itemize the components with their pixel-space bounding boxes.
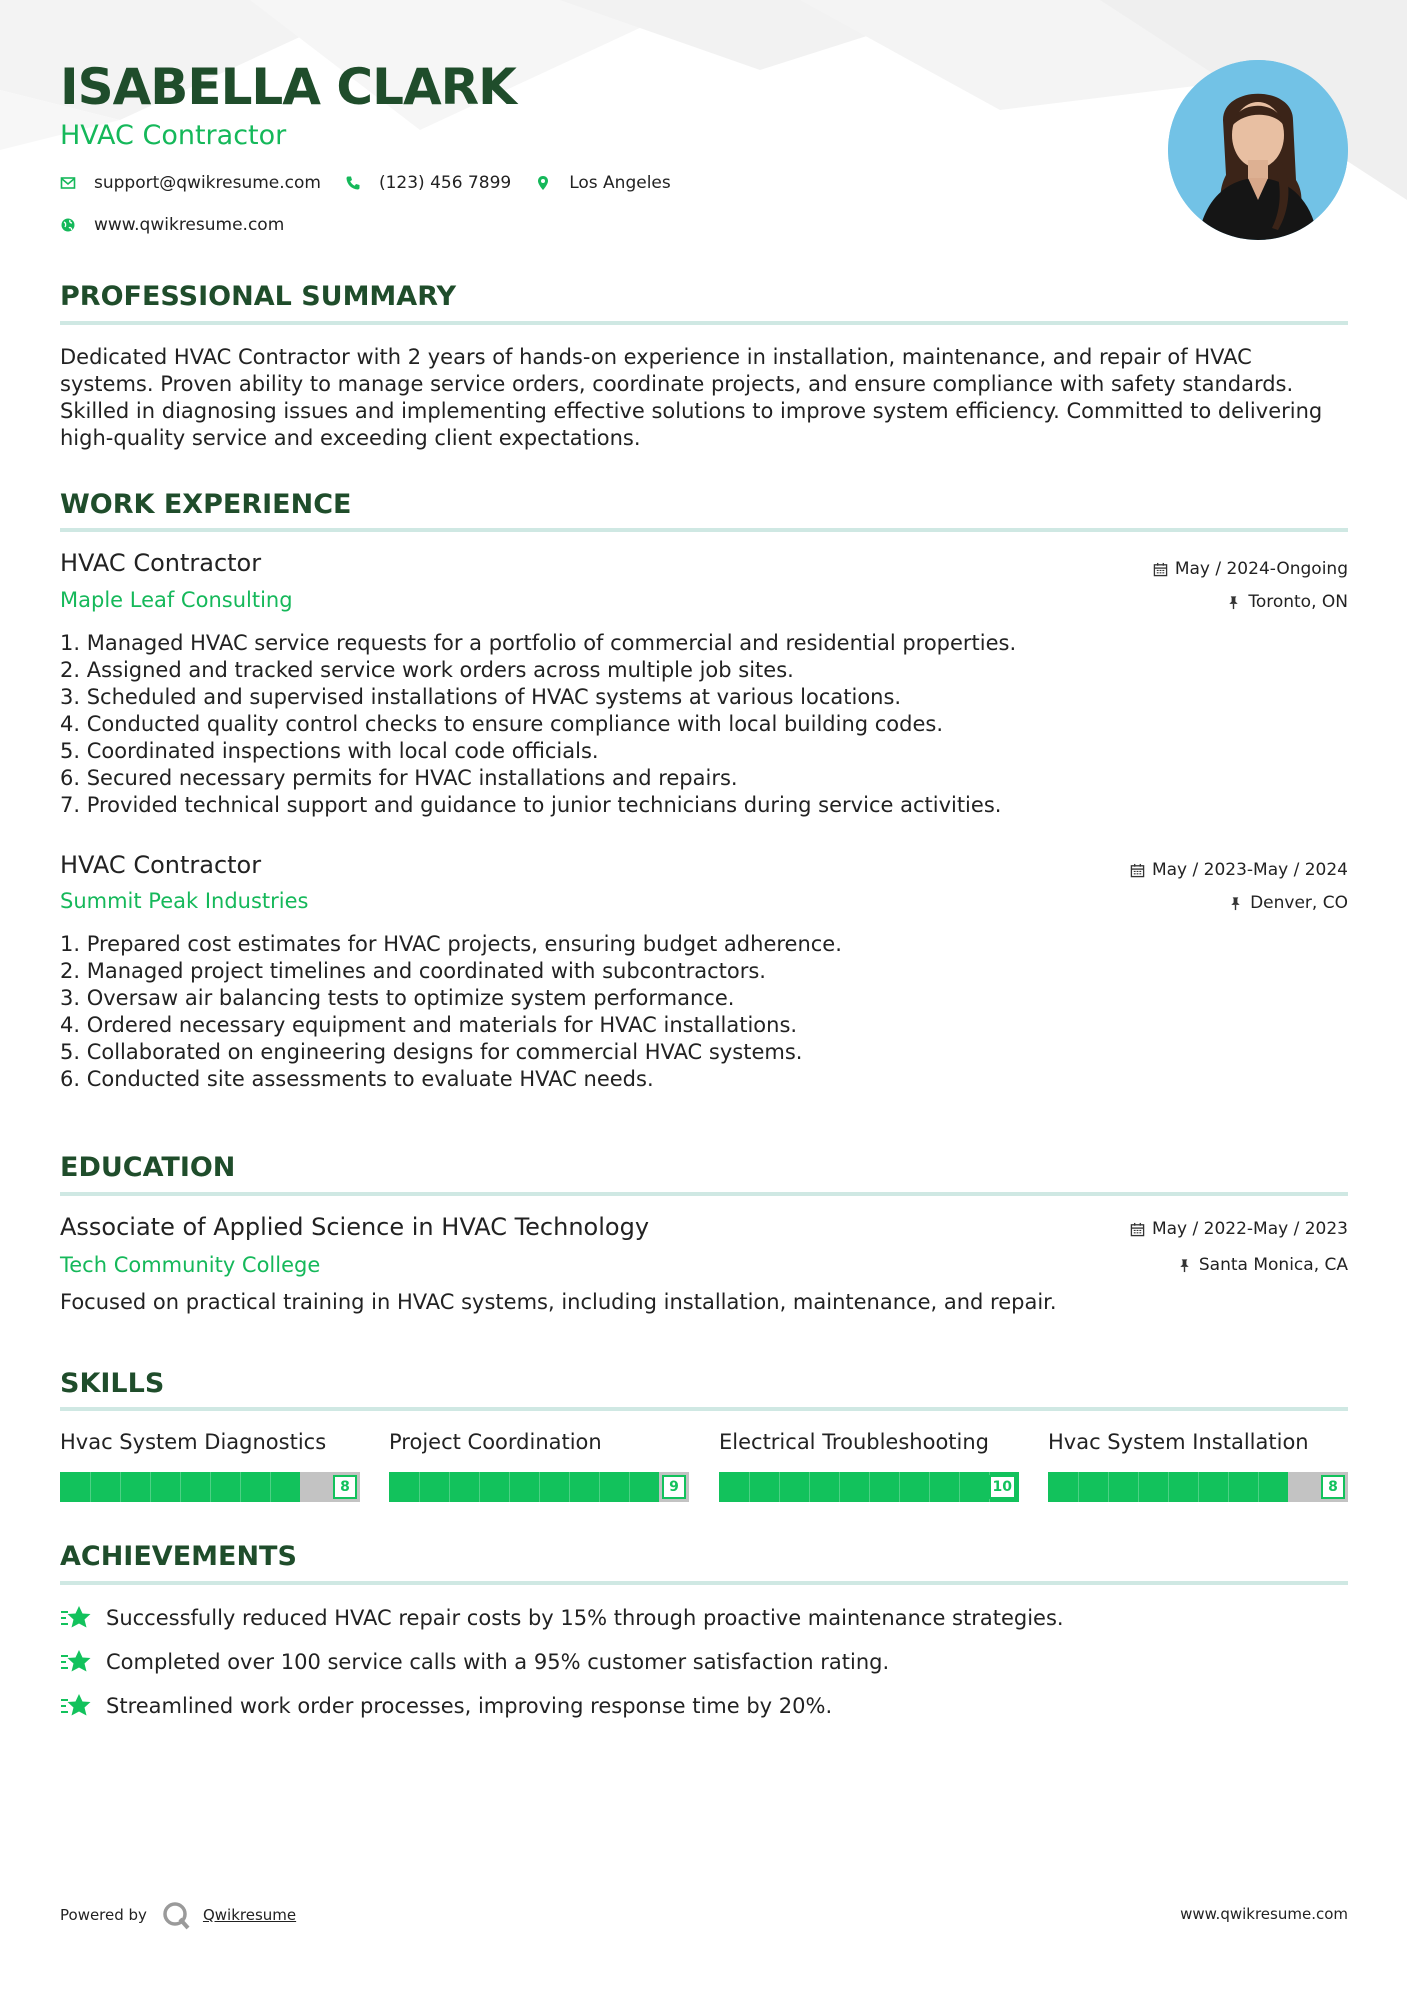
skill-bar: [60, 1472, 360, 1502]
star-badge-icon: [60, 1648, 92, 1676]
calendar-icon: [1153, 562, 1168, 577]
skill-bar-segment: [749, 1472, 750, 1502]
skill-bar: [1048, 1472, 1348, 1502]
skill-bar-segment: [180, 1472, 181, 1502]
skill-bar: [719, 1472, 1019, 1502]
job-2-dates: [1130, 860, 1348, 880]
list-item: 4. Conducted quality control checks to ensure compliance with local building codes.: [60, 712, 944, 736]
skill-label: Hvac System Diagnostics: [60, 1430, 327, 1454]
candidate-name: ISABELLA CLARK: [60, 58, 516, 116]
skills-heading: SKILLS: [60, 1368, 165, 1399]
experience-heading: WORK EXPERIENCE: [60, 489, 352, 520]
summary-heading: PROFESSIONAL SUMMARY: [60, 281, 457, 312]
job-1-responsibilities: [60, 630, 1260, 819]
achievements-divider: [60, 1581, 1348, 1585]
skill-3: [719, 1430, 1019, 1502]
list-item: 1. Prepared cost estimates for HVAC projects, ensuring budget adherence.: [60, 932, 842, 956]
skill-bar-segment: [150, 1472, 151, 1502]
list-item: 6. Conducted site assessments to evaluate HVAC needs.: [60, 1067, 654, 1091]
skill-bar-segment: [1258, 1472, 1259, 1502]
education-school: Tech Community College: [60, 1253, 321, 1277]
achievement-item: [60, 1692, 832, 1720]
skill-4: [1048, 1430, 1348, 1502]
portrait-illustration: [1168, 60, 1348, 240]
education-degree: Associate of Applied Science in HVAC Technology: [60, 1213, 650, 1241]
skill-bar-segment: [1138, 1472, 1139, 1502]
job-2-company: Summit Peak Industries: [60, 889, 309, 913]
skill-bar-segment: [839, 1472, 840, 1502]
qwikresume-link[interactable]: Qwikresume: [202, 1906, 297, 1924]
skill-label: Project Coordination: [389, 1430, 602, 1454]
summary-text: Dedicated HVAC Contractor with 2 years of hands-on experience in installation, maintenance, and repair of HVAC systems. Proven ability to manage service orders, coordinate projects, and ensure compliance with safety standards. Skilled in diagnosing issues and implementing effective solutions to improve system efficiency. Committed to delivering high-quality service and exceeding client expectations.: [60, 345, 1323, 450]
skill-bar-fill: [389, 1472, 659, 1502]
skills-divider: [60, 1407, 1348, 1411]
skill-label: Hvac System Installation: [1048, 1430, 1309, 1454]
contact-location: [535, 173, 671, 193]
summary-divider: [60, 321, 1348, 325]
map-pin-icon: [535, 175, 551, 191]
experience-divider: [60, 528, 1348, 532]
calendar-icon: [1130, 863, 1145, 878]
skill-bar-segment: [449, 1472, 450, 1502]
education-dates: [1130, 1219, 1348, 1239]
profile-photo: [1168, 60, 1348, 240]
skill-bar-segment: [120, 1472, 121, 1502]
star-badge-icon: [60, 1692, 92, 1720]
skill-bar-segment: [270, 1472, 271, 1502]
pushpin-icon: [1226, 595, 1241, 610]
pushpin-icon: [1228, 896, 1243, 911]
skill-bar-segment: [479, 1472, 480, 1502]
skill-label: Electrical Troubleshooting: [719, 1430, 990, 1454]
skill-bar: [389, 1472, 689, 1502]
job-2-dates-text: May / 2023-May / 2024: [1151, 860, 1348, 880]
job-1-role: HVAC Contractor: [60, 549, 262, 577]
contact-website[interactable]: [60, 215, 284, 235]
skill-bar-segment: [509, 1472, 510, 1502]
footer-powered-by: [60, 1900, 296, 1930]
education-location-text: Santa Monica, CA: [1198, 1255, 1348, 1275]
powered-by-label: Powered by: [60, 1906, 147, 1924]
envelope-icon: [60, 175, 76, 191]
globe-icon: [60, 217, 76, 233]
skill-bar-fill: [60, 1472, 300, 1502]
skill-bar-segment: [1198, 1472, 1199, 1502]
skill-bar-segment: [629, 1472, 630, 1502]
calendar-icon: [1130, 1222, 1145, 1237]
list-item: 4. Ordered necessary equipment and materials for HVAC installations.: [60, 1013, 798, 1037]
location-text: Los Angeles: [569, 173, 671, 193]
contact-row-2: [60, 215, 308, 235]
job-2-role: HVAC Contractor: [60, 851, 262, 879]
phone-text: (123) 456 7899: [378, 173, 512, 193]
job-1-location-text: Toronto, ON: [1248, 592, 1348, 612]
skill-bar-segment: [1228, 1472, 1229, 1502]
list-item: 1. Managed HVAC service requests for a portfolio of commercial and residential properties.: [60, 631, 1017, 655]
list-item: 3. Scheduled and supervised installations of HVAC systems at various locations.: [60, 685, 902, 709]
list-item: 6. Secured necessary permits for HVAC installations and repairs.: [60, 766, 738, 790]
qwikresume-logo-icon: [161, 1900, 191, 1930]
skill-bar-segment: [929, 1472, 930, 1502]
achievement-text: Successfully reduced HVAC repair costs by 15% through proactive maintenance strategies.: [106, 1606, 1064, 1630]
skill-level-badge: 8: [333, 1475, 357, 1499]
skill-bar-segment: [569, 1472, 570, 1502]
skill-bar-segment: [419, 1472, 420, 1502]
skill-level-badge: 9: [662, 1475, 686, 1499]
skill-1: [60, 1430, 360, 1502]
list-item: 2. Managed project timelines and coordinated with subcontractors.: [60, 959, 766, 983]
star-badge-icon: [60, 1604, 92, 1632]
job-1-dates: [1153, 559, 1348, 579]
contact-email[interactable]: [60, 173, 321, 193]
skill-bar-segment: [1168, 1472, 1169, 1502]
skill-bar-segment: [779, 1472, 780, 1502]
skill-bar-segment: [90, 1472, 91, 1502]
contact-row-1: [60, 173, 695, 193]
job-1-company: Maple Leaf Consulting: [60, 588, 293, 612]
list-item: 2. Assigned and tracked service work orders across multiple job sites.: [60, 658, 794, 682]
contact-phone[interactable]: [345, 173, 511, 193]
education-dates-text: May / 2022-May / 2023: [1151, 1219, 1348, 1239]
pushpin-icon: [1177, 1258, 1192, 1273]
education-heading: EDUCATION: [60, 1152, 236, 1183]
list-item: 3. Oversaw air balancing tests to optimize system performance.: [60, 986, 735, 1010]
education-description: Focused on practical training in HVAC systems, including installation, maintenance, and repair.: [60, 1290, 1057, 1314]
skill-bar-fill: [719, 1472, 1019, 1502]
skill-level-badge: 8: [1321, 1475, 1345, 1499]
achievement-text: Streamlined work order processes, improving response time by 20%.: [106, 1694, 833, 1718]
achievements-heading: ACHIEVEMENTS: [60, 1541, 297, 1572]
job-2-location: [1228, 893, 1348, 913]
skill-bar-segment: [210, 1472, 211, 1502]
skill-bar-segment: [599, 1472, 600, 1502]
education-divider: [60, 1192, 1348, 1196]
education-location: [1177, 1255, 1348, 1275]
skill-bar-segment: [240, 1472, 241, 1502]
skill-2: [389, 1430, 689, 1502]
skill-bar-segment: [899, 1472, 900, 1502]
candidate-job-title: HVAC Contractor: [60, 120, 287, 151]
skill-bar-fill: [1048, 1472, 1288, 1502]
job-2-responsibilities: [60, 931, 1260, 1093]
achievement-text: Completed over 100 service calls with a 95% customer satisfaction rating.: [106, 1650, 890, 1674]
website-text: www.qwikresume.com: [94, 215, 285, 235]
list-item: 5. Collaborated on engineering designs for commercial HVAC systems.: [60, 1040, 803, 1064]
footer-website[interactable]: www.qwikresume.com: [1180, 1905, 1348, 1923]
skill-bar-segment: [539, 1472, 540, 1502]
job-1-location: [1226, 592, 1348, 612]
list-item: 7. Provided technical support and guidance to junior technicians during service activities.: [60, 793, 1002, 817]
job-1-dates-text: May / 2024-Ongoing: [1174, 559, 1348, 579]
phone-icon: [345, 175, 361, 191]
email-text: support@qwikresume.com: [94, 173, 321, 193]
achievement-item: [60, 1604, 1064, 1632]
job-2-location-text: Denver, CO: [1250, 893, 1348, 913]
skill-bar-segment: [1078, 1472, 1079, 1502]
skill-bar-segment: [959, 1472, 960, 1502]
skill-bar-segment: [869, 1472, 870, 1502]
skill-level-badge: 10: [989, 1475, 1016, 1499]
list-item: 5. Coordinated inspections with local code officials.: [60, 739, 599, 763]
achievement-item: [60, 1648, 889, 1676]
skill-bar-segment: [809, 1472, 810, 1502]
skill-bar-segment: [1108, 1472, 1109, 1502]
